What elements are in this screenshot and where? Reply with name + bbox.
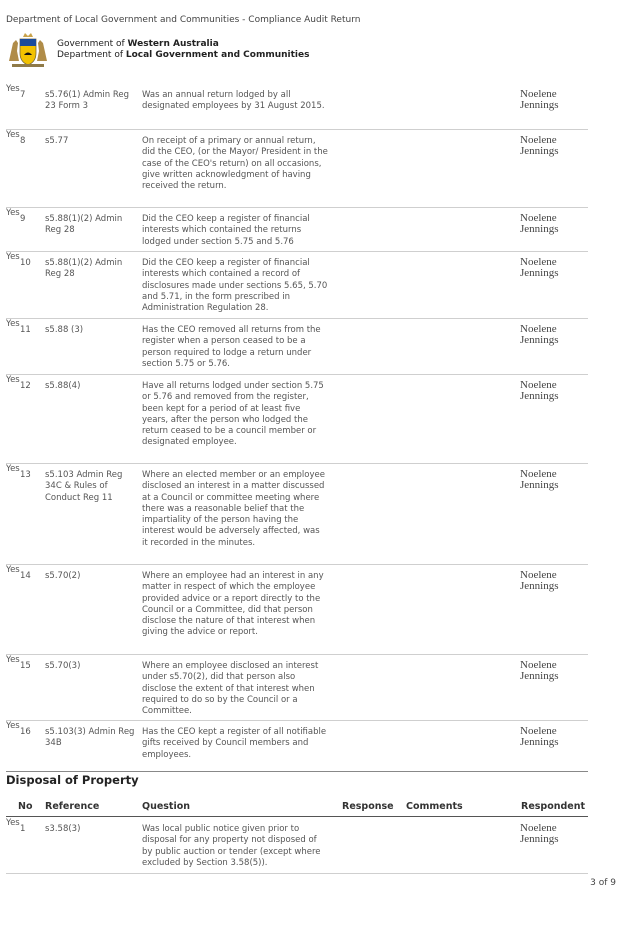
row-reference: s5.88(4): [45, 381, 81, 391]
row-response: Yes: [6, 721, 20, 731]
row-reference: s5.103 Admin Reg 34C & Rules of Conduct Reg 11: [45, 470, 123, 503]
col-header-reference: Reference: [45, 801, 100, 812]
table-row: [6, 252, 588, 319]
page-number: 3 of 9: [590, 878, 616, 888]
row-reference: s5.70(2): [45, 571, 81, 581]
row-number: 11: [20, 325, 31, 335]
row-respondent: Noelene Jennings: [520, 822, 559, 846]
row-question: Was local public notice given prior to disposal for any property not disposed of by public auction or tender (except where excluded by Section 3.58(5)).: [142, 824, 321, 868]
row-response: Yes: [6, 375, 20, 385]
table-row: [6, 375, 588, 464]
col-header-no: No: [18, 801, 33, 812]
row-response: Yes: [6, 464, 20, 474]
audit-rows: [6, 84, 588, 772]
disposal-rows: [6, 818, 588, 874]
row-question: Did the CEO keep a register of financial interests which contained a record of disclosures made under sections 5.65, 5.70 and 5.71, in the form prescribed in Administration Regulation 28.: [142, 258, 328, 314]
row-reference: s5.88(1)(2) Admin Reg 28: [45, 258, 123, 280]
row-number: 8: [20, 136, 26, 146]
row-reference: s5.70(3): [45, 661, 81, 671]
row-question: Have all returns lodged under section 5.75 or 5.76 and removed from the register, been kept for a period of at least five years, after the person who lodged the return ceased to be a council member or designated employee.: [142, 381, 324, 448]
row-response: Yes: [6, 818, 20, 828]
row-number: 16: [20, 727, 31, 737]
row-reference: s5.88(1)(2) Admin Reg 28: [45, 214, 123, 236]
row-reference: s3.58(3): [45, 824, 81, 834]
table-header: [6, 797, 588, 817]
table-row: [6, 818, 588, 874]
row-respondent: Noelene Jennings: [520, 323, 559, 347]
row-respondent: Noelene Jennings: [520, 569, 559, 593]
table-row: [6, 319, 588, 375]
col-header-respondent: Respondent: [521, 801, 586, 812]
row-respondent: Noelene Jennings: [520, 88, 559, 112]
row-number: 9: [20, 214, 26, 224]
row-respondent: Noelene Jennings: [520, 379, 559, 403]
table-row: [6, 721, 588, 772]
table-row: [6, 130, 588, 208]
row-number: 7: [20, 90, 26, 100]
row-question: Where an employee had an interest in any matter in respect of which the employee provided advice or a report directly to the Council or a Committee, did that person disclose the nature of that interest when giving the advice or report.: [142, 571, 324, 638]
table-row: [6, 208, 588, 252]
row-response: Yes: [6, 655, 20, 665]
row-question: Where an employee disclosed an interest under s5.70(2), did that person also disclose the extent of that interest when required to do so by the Council or a Committee.: [142, 661, 319, 717]
row-respondent: Noelene Jennings: [520, 659, 559, 683]
row-reference: s5.76(1) Admin Reg 23 Form 3: [45, 90, 130, 112]
page-header: [6, 31, 309, 69]
row-response: Yes: [6, 208, 20, 218]
row-response: Yes: [6, 84, 20, 94]
row-question: Did the CEO keep a register of financial interests which contained the returns lodged under section 5.75 and 5.76: [142, 214, 310, 247]
row-response: Yes: [6, 565, 20, 575]
table-row: [6, 464, 588, 565]
col-header-question: Question: [142, 801, 191, 812]
department-line: Department of Local Government and Communities: [57, 50, 310, 60]
row-respondent: Noelene Jennings: [520, 256, 559, 280]
row-response: Yes: [6, 319, 20, 329]
section-title-disposal: Disposal of Property: [6, 773, 139, 787]
col-header-comments: Comments: [406, 801, 463, 812]
row-question: Has the CEO removed all returns from the register when a person ceased to be a person required to lodge a return under section 5.75 or 5.76.: [142, 325, 321, 369]
row-reference: s5.103(3) Admin Reg 34B: [45, 727, 135, 749]
row-reference: s5.77: [45, 136, 69, 146]
row-response: Yes: [6, 252, 20, 262]
row-number: 12: [20, 381, 31, 391]
government-line: Government of Western Australia: [57, 39, 219, 49]
wa-crest-logo: [6, 31, 50, 69]
row-number: 14: [20, 571, 31, 581]
table-row: [6, 655, 588, 721]
row-respondent: Noelene Jennings: [520, 468, 559, 492]
row-question: Has the CEO kept a register of all notifiable gifts received by Council members and employees.: [142, 727, 327, 760]
row-respondent: Noelene Jennings: [520, 725, 559, 749]
row-question: Where an elected member or an employee disclosed an interest in a matter discussed at a Council or committee meeting where there was a reasonable belief that the impartiality of the person having the interest would be adversely affected, was it recorded in the minutes.: [142, 470, 325, 548]
row-number: 1: [20, 824, 26, 834]
row-respondent: Noelene Jennings: [520, 134, 559, 158]
row-question: Was an annual return lodged by all designated employees by 31 August 2015.: [142, 90, 325, 112]
document-title: Department of Local Government and Communities - Compliance Audit Return: [6, 15, 361, 25]
row-number: 10: [20, 258, 31, 268]
col-header-response: Response: [342, 801, 394, 812]
row-question: On receipt of a primary or annual return, did the CEO, (or the Mayor/ President in the case of the CEO's return) on all occasions, give written acknowledgment of having received the return.: [142, 136, 328, 192]
row-response: Yes: [6, 130, 20, 140]
row-number: 13: [20, 470, 31, 480]
row-number: 15: [20, 661, 31, 671]
row-respondent: Noelene Jennings: [520, 212, 559, 236]
row-reference: s5.88 (3): [45, 325, 84, 335]
table-row: [6, 565, 588, 655]
table-row: [6, 84, 588, 130]
